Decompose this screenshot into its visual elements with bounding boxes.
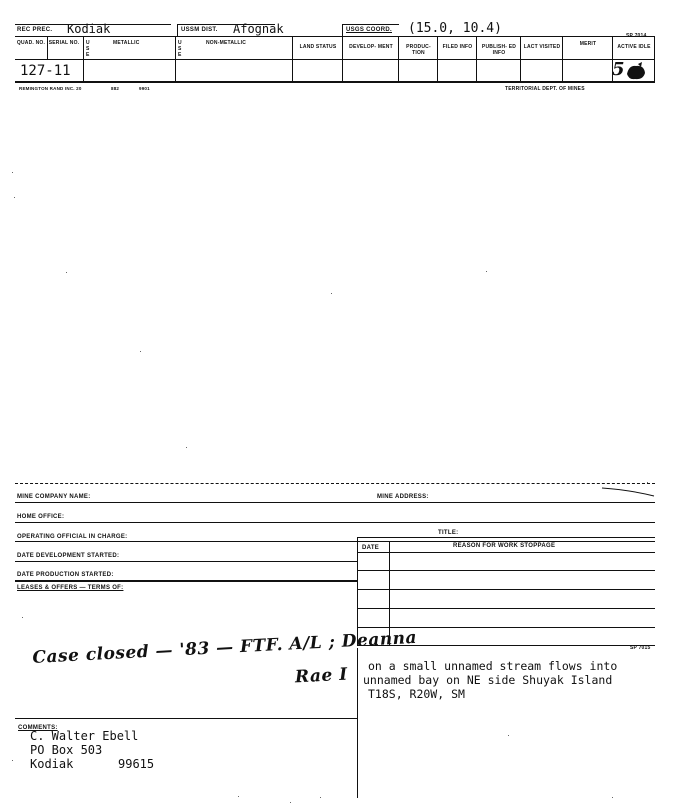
rule bbox=[357, 552, 655, 553]
col-quad-no: QUAD. NO. bbox=[16, 40, 46, 46]
ussm-dist-label: USSM DIST. bbox=[181, 27, 218, 33]
col-divider bbox=[357, 648, 358, 798]
col-metallic: METALLIC bbox=[113, 40, 140, 46]
col-last-visited: LACT VISITED bbox=[523, 44, 561, 50]
handwritten-note-end: Rae I bbox=[294, 664, 349, 688]
col-land-status: LAND STATUS bbox=[299, 44, 337, 50]
rule bbox=[357, 608, 655, 609]
contact-box: PO Box 503 bbox=[30, 743, 103, 757]
col-divider bbox=[342, 37, 343, 82]
rule bbox=[15, 561, 357, 562]
torn-corner-icon bbox=[600, 483, 656, 497]
usgs-coord-label: USGS COORD. bbox=[346, 27, 392, 33]
printer-code-2: 9901 bbox=[139, 86, 150, 91]
home-office-label: HOME OFFICE: bbox=[17, 514, 65, 520]
divider bbox=[342, 24, 343, 36]
rec-prec-value: Kodiak bbox=[67, 22, 111, 36]
operating-official-label: OPERATING OFFICIAL IN CHARGE: bbox=[17, 534, 128, 540]
col-divider bbox=[398, 37, 399, 82]
divider bbox=[177, 24, 178, 36]
usgs-coord-value: (15.0, 10.4) bbox=[408, 21, 502, 36]
col-filed-info: FILED INFO bbox=[442, 44, 473, 50]
date-header: DATE bbox=[362, 545, 380, 551]
rule bbox=[15, 718, 357, 719]
col-active-idle: ACTIVE IDLE bbox=[617, 44, 651, 50]
col-divider bbox=[476, 37, 477, 82]
rule bbox=[357, 537, 655, 538]
col-serial-no: SERIAL NO. bbox=[48, 40, 80, 46]
col-nonmetallic: NON-METALLIC bbox=[206, 40, 247, 46]
mine-company-label: MINE COMPANY NAME: bbox=[17, 494, 91, 500]
rule bbox=[357, 589, 655, 590]
card-top-edge bbox=[15, 483, 655, 484]
location-line-1: on a small unnamed stream flows into bbox=[368, 659, 618, 673]
quad-serial-value: 127-11 bbox=[20, 63, 71, 79]
rule bbox=[15, 502, 655, 503]
col-divider bbox=[612, 37, 613, 82]
header-rule bbox=[15, 36, 655, 37]
title-label: TITLE: bbox=[438, 530, 459, 536]
col-divider bbox=[520, 37, 521, 82]
ussm-dist-value: Afognak bbox=[233, 22, 284, 36]
col-divider bbox=[654, 37, 655, 82]
rule bbox=[357, 570, 655, 571]
col-divider bbox=[83, 37, 84, 82]
form-number-bottom: SP 7015 bbox=[630, 645, 651, 651]
active-idle-mark: 5 bbox=[612, 59, 626, 80]
date-production-label: DATE PRODUCTION STARTED: bbox=[17, 572, 114, 578]
handwritten-note: Case closed — '83 — FTF. A/L ; Deanna bbox=[32, 627, 418, 668]
column-rule bbox=[15, 59, 655, 60]
mine-address-label: MINE ADDRESS: bbox=[377, 494, 429, 500]
col-published-info: PUBLISH- ED INFO bbox=[481, 44, 517, 56]
col-production: PRODUC- TION bbox=[406, 44, 431, 56]
header-top-rule bbox=[15, 24, 171, 25]
col-divider bbox=[175, 37, 176, 82]
col-divider bbox=[292, 37, 293, 82]
date-development-label: DATE DEVELOPMENT STARTED: bbox=[17, 553, 120, 559]
location-line-3: T18S, R20W, SM bbox=[368, 687, 465, 701]
comments-label: COMMENTS: bbox=[18, 725, 58, 731]
rule bbox=[15, 580, 357, 582]
header-top-rule bbox=[342, 24, 399, 25]
contact-city: Kodiak bbox=[30, 757, 74, 771]
form-number-top: SP 7014 bbox=[626, 33, 647, 39]
department-label: TERRITORIAL DEPT. OF MINES bbox=[505, 86, 585, 92]
reason-header: REASON FOR WORK STOPPAGE bbox=[453, 543, 556, 549]
printer-code-1: 882 bbox=[111, 86, 120, 91]
col-divider bbox=[437, 37, 438, 82]
rec-prec-label: REC PREC. bbox=[17, 27, 53, 33]
contact-zip: 99615 bbox=[118, 757, 155, 771]
leases-label: LEASES & OFFERS — TERMS OF: bbox=[17, 585, 124, 591]
col-divider bbox=[47, 37, 48, 59]
col-development: DEVELOP- MENT bbox=[349, 44, 393, 50]
col-nonmetallic-code: U S E bbox=[178, 40, 182, 58]
header-top-rule bbox=[177, 24, 275, 25]
rule bbox=[15, 541, 655, 542]
location-line-2: unnamed bay on NE side Shuyak Island bbox=[363, 673, 613, 687]
row-bottom-rule bbox=[15, 81, 655, 83]
contact-name: C. Walter Ebell bbox=[30, 729, 139, 743]
col-merit: MERIT bbox=[579, 41, 597, 47]
ink-blot-icon bbox=[624, 62, 648, 82]
col-metallic-code: U S E bbox=[86, 40, 90, 58]
rule bbox=[15, 522, 655, 523]
col-divider bbox=[562, 37, 563, 82]
col-divider bbox=[357, 537, 358, 645]
printer-label: REMINGTON RAND INC. 20 bbox=[19, 86, 82, 91]
